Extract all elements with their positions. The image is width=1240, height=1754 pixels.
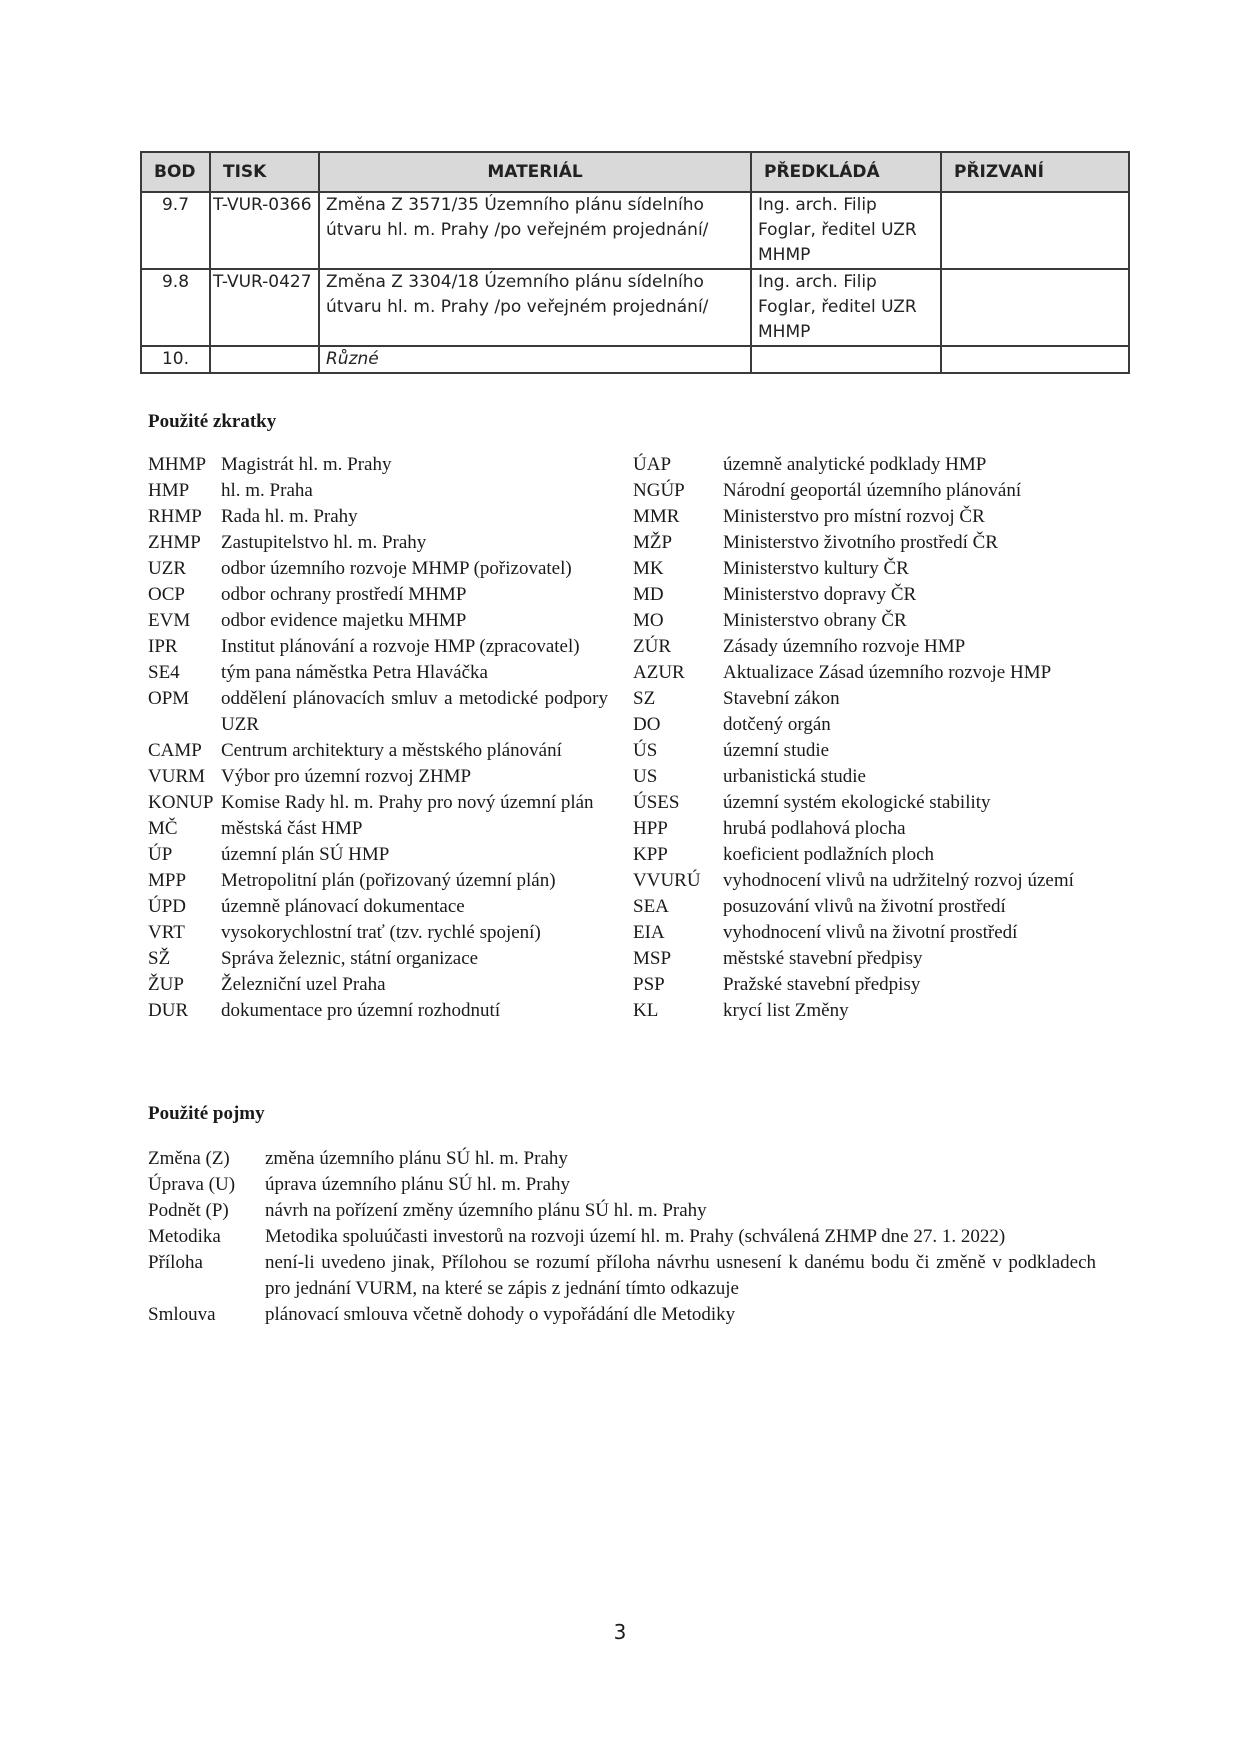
abbreviation-item — [148, 608, 608, 634]
abbreviation-item-key: SZ — [633, 688, 656, 709]
abbreviation-item-key: ZHMP — [148, 532, 201, 553]
cell-bod: 10. — [141, 346, 210, 373]
abbreviation-item-key: HMP — [148, 480, 190, 501]
abbreviation-item-definition: hrubá podlahová plocha — [723, 818, 906, 839]
cell-predklada: Ing. arch. Filip Foglar, ředitel UZR MHMP — [751, 269, 941, 346]
cell-material: Různé — [319, 346, 751, 373]
abbreviation-item-definition: Zastupitelstvo hl. m. Prahy — [221, 532, 427, 553]
abbreviation-item — [633, 712, 1095, 738]
header-prizvani: PŘIZVANÍ — [941, 152, 1129, 192]
abbreviation-item-key: IPR — [148, 636, 178, 657]
abbreviation-item-definition: Ministerstvo kultury ČR — [723, 558, 909, 579]
abbreviation-item-key: OPM — [148, 688, 190, 709]
term-item-key: Metodika — [148, 1226, 221, 1247]
abbreviation-item-definition: vyhodnocení vlivů na udržitelný rozvoj území — [723, 870, 1074, 891]
abbreviation-item — [633, 686, 1095, 712]
abbreviation-item — [633, 816, 1095, 842]
abbreviation-item — [148, 998, 608, 1024]
abbreviation-item-definition: vysokorychlostní trať (tzv. rychlé spojení) — [221, 922, 541, 943]
abbreviation-item-key: DO — [633, 714, 661, 735]
term-item — [148, 1146, 1096, 1172]
cell-material: Změna Z 3571/35 Územního plánu sídelního útvaru hl. m. Prahy /po veřejném projednání/ — [319, 192, 751, 269]
abbreviation-item-definition: Institut plánování a rozvoje HMP (zpracovatel) — [221, 636, 580, 657]
abbreviation-item-definition: odbor ochrany prostředí MHMP — [221, 584, 467, 605]
abbreviation-item — [633, 582, 1095, 608]
abbreviation-item-key: ZÚR — [633, 636, 671, 657]
cell-tisk — [210, 346, 319, 373]
abbreviation-item-key: MČ — [148, 818, 178, 839]
abbreviation-item-definition: Národní geoportál územního plánování — [723, 480, 1022, 501]
term-item-definition: plánovací smlouva včetně dohody o vypořádání dle Metodiky — [265, 1304, 736, 1325]
abbreviation-item-definition: územní systém ekologické stability — [723, 792, 991, 813]
abbreviation-item-definition: Metropolitní plán (pořizovaný územní plán) — [221, 870, 556, 891]
abbreviation-item — [633, 894, 1095, 920]
abbreviation-item — [148, 634, 608, 660]
term-item-key: Příloha — [148, 1252, 203, 1273]
abbreviation-item-definition: odbor evidence majetku MHMP — [221, 610, 467, 631]
abbreviation-item-definition: krycí list Změny — [723, 1000, 849, 1021]
abbreviation-item-key: RHMP — [148, 506, 202, 527]
abbreviation-item-key: SŽ — [148, 948, 171, 969]
abbreviation-item-definition: odbor územního rozvoje MHMP (pořizovatel) — [221, 558, 572, 579]
abbreviation-item — [633, 764, 1095, 790]
abbreviations-title: Použité zkratky — [148, 411, 277, 432]
abbreviation-item-definition: Magistrát hl. m. Prahy — [221, 454, 392, 475]
abbreviation-item-definition: Ministerstvo pro místní rozvoj ČR — [723, 506, 985, 527]
term-item-key: Úprava (U) — [148, 1174, 236, 1195]
abbreviation-item-definition: Aktualizace Zásad územního rozvoje HMP — [723, 662, 1052, 683]
abbreviation-item — [633, 634, 1095, 660]
abbreviation-item-definition: územní plán SÚ HMP — [221, 844, 390, 865]
term-item-definition: Metodika spoluúčasti investorů na rozvoji území hl. m. Prahy (schválená ZHMP dne 27. 1. 2022) — [265, 1226, 1006, 1247]
abbreviation-item — [148, 504, 608, 530]
abbreviation-item-definition: Zásady územního rozvoje HMP — [723, 636, 966, 657]
abbreviation-item-key: ÚPD — [148, 896, 187, 917]
abbreviation-item-key: ÚS — [633, 740, 658, 761]
abbreviation-item-key: SE4 — [148, 662, 180, 683]
abbreviation-item-key: MPP — [148, 870, 187, 891]
abbreviation-item — [633, 790, 1095, 816]
abbreviation-item-key: MD — [633, 584, 664, 605]
abbreviation-item-definition: Ministerstvo životního prostředí ČR — [723, 532, 998, 553]
abbreviation-item — [148, 816, 608, 842]
term-item-key: Změna (Z) — [148, 1148, 230, 1169]
abbreviation-item-definition: Centrum architektury a městského plánování — [221, 740, 562, 761]
abbreviation-item-key: MHMP — [148, 454, 207, 475]
abbreviation-item-definition: posuzování vlivů na životní prostředí — [723, 896, 1006, 917]
abbreviation-item-key: MO — [633, 610, 664, 631]
abbreviation-item — [633, 660, 1095, 686]
abbreviation-item — [148, 790, 608, 816]
abbreviation-item — [633, 998, 1095, 1024]
abbreviation-item — [633, 478, 1095, 504]
abbreviation-item-key: AZUR — [633, 662, 685, 683]
abbreviation-item-key: KPP — [633, 844, 668, 865]
abbreviation-item — [148, 660, 608, 686]
terms-list — [148, 1146, 1096, 1328]
abbreviation-item-definition: Rada hl. m. Prahy — [221, 506, 358, 527]
abbreviation-item-key: EIA — [633, 922, 665, 943]
term-item — [148, 1198, 1096, 1224]
abbreviation-item — [148, 946, 608, 972]
abbreviation-item-definition: Komise Rady hl. m. Prahy pro nový územní plán — [221, 792, 594, 813]
term-item — [148, 1172, 1096, 1198]
abbreviation-item — [148, 920, 608, 946]
abbreviation-item-key: MŽP — [633, 532, 673, 553]
abbreviation-item — [633, 972, 1095, 998]
abbreviation-item-key: ÚSES — [633, 792, 680, 813]
abbreviation-item-definition: Stavební zákon — [723, 688, 840, 709]
abbreviation-item — [148, 764, 608, 790]
abbreviation-item-definition: územně plánovací dokumentace — [221, 896, 465, 917]
term-item-definition: změna územního plánu SÚ hl. m. Prahy — [265, 1148, 568, 1169]
cell-prizvani — [941, 269, 1129, 346]
abbreviation-item-definition: oddělení plánovacích smluv a metodické podpory UZR — [221, 688, 608, 735]
cell-tisk: T-VUR-0366 — [210, 192, 319, 269]
abbreviation-item — [148, 972, 608, 998]
abbreviation-item — [148, 868, 608, 894]
abbreviation-item-definition: Ministerstvo obrany ČR — [723, 610, 907, 631]
cell-bod: 9.8 — [141, 269, 210, 346]
term-item-definition: není-li uvedeno jinak, Přílohou se rozumí příloha návrhu usnesení k danému bodu či změně v podkladech pro jednání VURM, na které se zápis z jednání tímto odkazuje — [265, 1252, 1096, 1299]
abbreviation-item-definition: tým pana náměstka Petra Hlaváčka — [221, 662, 488, 683]
abbreviation-item-key: PSP — [633, 974, 665, 995]
term-item-key: Smlouva — [148, 1304, 216, 1325]
cell-predklada: Ing. arch. Filip Foglar, ředitel UZR MHMP — [751, 192, 941, 269]
abbreviation-item-key: KL — [633, 1000, 659, 1021]
abbreviation-item-definition: hl. m. Praha — [221, 480, 313, 501]
abbreviation-item — [148, 686, 608, 738]
abbreviation-item — [148, 894, 608, 920]
term-item — [148, 1250, 1096, 1302]
abbreviation-item-definition: Správa železnic, státní organizace — [221, 948, 479, 969]
abbreviation-item — [148, 842, 608, 868]
abbreviation-item-definition: městská část HMP — [221, 818, 363, 839]
abbreviation-item — [633, 738, 1095, 764]
cell-predklada — [751, 346, 941, 373]
abbreviation-item-key: EVM — [148, 610, 191, 631]
abbreviation-item-key: OCP — [148, 584, 185, 605]
abbreviation-item-key: DUR — [148, 1000, 189, 1021]
abbreviations-left-list — [148, 452, 608, 1024]
abbreviation-item — [148, 478, 608, 504]
abbreviation-item-definition: vyhodnocení vlivů na životní prostředí — [723, 922, 1018, 943]
abbreviation-item-key: VRT — [148, 922, 185, 943]
abbreviation-item — [148, 530, 608, 556]
header-tisk: TISK — [210, 152, 319, 192]
abbreviation-item-key: VVURÚ — [633, 870, 701, 891]
terms-title: Použité pojmy — [148, 1103, 265, 1124]
abbreviation-item-definition: Železniční uzel Praha — [221, 974, 386, 995]
abbreviation-item-definition: Ministerstvo dopravy ČR — [723, 584, 917, 605]
abbreviation-item-key: UZR — [148, 558, 186, 579]
abbreviation-item-key: MMR — [633, 506, 680, 527]
abbreviation-item-key: MSP — [633, 948, 672, 969]
abbreviation-item-key: CAMP — [148, 740, 202, 761]
abbreviation-item-key: MK — [633, 558, 664, 579]
abbreviation-item — [633, 452, 1095, 478]
abbreviation-item-key: KONUP — [148, 792, 214, 813]
abbreviation-item-key: NGÚP — [633, 480, 685, 501]
abbreviation-item — [633, 530, 1095, 556]
abbreviation-item-definition: dotčený orgán — [723, 714, 831, 735]
abbreviation-item-key: VURM — [148, 766, 206, 787]
abbreviations-right-list — [633, 452, 1095, 1024]
abbreviation-item — [148, 556, 608, 582]
header-predklada: PŘEDKLÁDÁ — [751, 152, 941, 192]
abbreviation-item-definition: Výbor pro územní rozvoj ZHMP — [221, 766, 472, 787]
abbreviation-item-definition: Pražské stavební předpisy — [723, 974, 921, 995]
term-item-definition: návrh na pořízení změny územního plánu SÚ hl. m. Prahy — [265, 1200, 707, 1221]
cell-material: Změna Z 3304/18 Územního plánu sídelního útvaru hl. m. Prahy /po veřejném projednání/ — [319, 269, 751, 346]
cell-prizvani — [941, 192, 1129, 269]
agenda-table — [140, 151, 1130, 374]
table-row — [141, 192, 1129, 269]
abbreviation-item — [633, 868, 1095, 894]
header-material: MATERIÁL — [319, 152, 751, 192]
term-item — [148, 1224, 1096, 1250]
abbreviation-item-definition: koeficient podlažních ploch — [723, 844, 935, 865]
abbreviation-item-definition: městské stavební předpisy — [723, 948, 923, 969]
cell-bod: 9.7 — [141, 192, 210, 269]
page-number: 3 — [613, 1620, 627, 1644]
abbreviation-item-key: ŽUP — [148, 974, 184, 995]
abbreviation-item — [633, 608, 1095, 634]
term-item-definition: úprava územního plánu SÚ hl. m. Prahy — [265, 1174, 571, 1195]
abbreviation-item — [148, 582, 608, 608]
abbreviation-item — [633, 920, 1095, 946]
abbreviation-item-key: HPP — [633, 818, 668, 839]
abbreviation-item — [148, 452, 608, 478]
abbreviation-item — [633, 504, 1095, 530]
cell-prizvani — [941, 346, 1129, 373]
abbreviation-item-definition: územně analytické podklady HMP — [723, 454, 987, 475]
cell-tisk: T-VUR-0427 — [210, 269, 319, 346]
abbreviation-item-definition: dokumentace pro územní rozhodnutí — [221, 1000, 501, 1021]
term-item-key: Podnět (P) — [148, 1200, 229, 1221]
abbreviation-item-definition: územní studie — [723, 740, 830, 761]
table-row — [141, 346, 1129, 373]
abbreviation-item-key: ÚP — [148, 844, 173, 865]
term-item — [148, 1302, 1096, 1328]
header-bod: BOD — [141, 152, 210, 192]
table-row — [141, 269, 1129, 346]
abbreviation-item-key: SEA — [633, 896, 669, 917]
abbreviation-item-key: ÚAP — [633, 454, 672, 475]
abbreviation-item — [633, 842, 1095, 868]
table-header-row — [141, 152, 1129, 192]
abbreviation-item — [633, 556, 1095, 582]
abbreviation-item-key: US — [633, 766, 658, 787]
abbreviation-item-definition: urbanistická studie — [723, 766, 866, 787]
abbreviation-item — [633, 946, 1095, 972]
abbreviation-item — [148, 738, 608, 764]
